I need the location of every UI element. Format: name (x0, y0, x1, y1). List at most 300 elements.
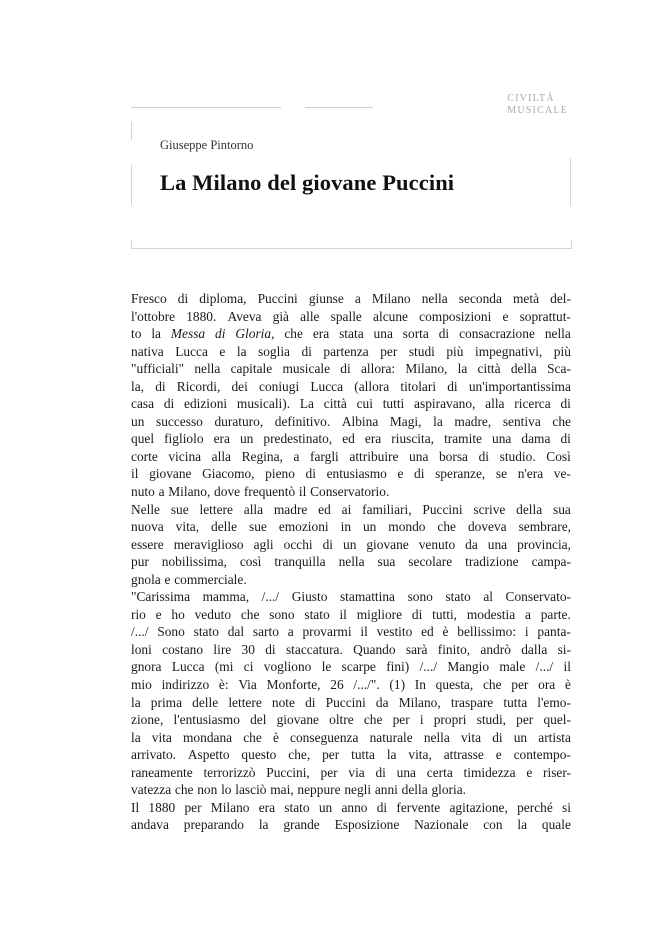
body-word: propri (433, 712, 467, 728)
body-word: Regina, (241, 448, 283, 464)
body-line (131, 378, 571, 396)
body-word: Così (546, 448, 571, 464)
body-word: Giusto (291, 589, 328, 605)
body-word: fini) (386, 659, 410, 675)
body-word: nella (338, 554, 365, 570)
body-word: la (517, 817, 528, 833)
body-word: era (213, 431, 230, 447)
body-word: la (457, 361, 468, 377)
body-word: fervente (396, 799, 441, 815)
body-word: Conservatorio. (310, 484, 390, 500)
body-word: e (495, 747, 502, 763)
body-word: to (131, 326, 142, 342)
body-word: si- (557, 641, 571, 657)
body-word: lettere (228, 694, 262, 710)
body-word: definitivo. (274, 413, 331, 429)
body-word: /.../ (535, 659, 554, 675)
body-word: città (477, 361, 501, 377)
body-word: Mangio (447, 659, 490, 675)
body-word: anno (341, 799, 368, 815)
body-word: a (524, 606, 531, 622)
body-word: una (396, 764, 416, 780)
body-word: costano (162, 641, 204, 657)
body-word: che, (288, 747, 311, 763)
body-word: quel- (543, 712, 571, 728)
body-word: se (495, 466, 508, 482)
body-word: di (478, 448, 490, 464)
body-word: meraviglioso (173, 536, 244, 552)
body-word: nobilissima, (161, 554, 227, 570)
body-word: più (446, 343, 464, 359)
body-line (131, 816, 571, 834)
body-word: che (240, 606, 260, 622)
body-line (131, 465, 571, 483)
body-word: panta- (537, 624, 571, 640)
body-word: una (409, 448, 429, 464)
body-word: Lucca (310, 378, 344, 394)
body-line (131, 729, 571, 747)
body-word: studi (408, 343, 435, 359)
body-line (131, 343, 571, 361)
body-word: figliolo (164, 431, 204, 447)
body-word: tutti, (432, 606, 458, 622)
body-word: tutta (503, 694, 528, 710)
body-word: Milano (371, 291, 411, 306)
body-word: prima (150, 694, 183, 710)
body-word: il (339, 606, 347, 622)
body-word: andava (131, 817, 169, 833)
body-word: rio (131, 606, 146, 622)
body-word: di (438, 326, 450, 342)
body-word: un (318, 799, 333, 815)
body-word: contempo- (513, 747, 571, 763)
body-word: traspare (450, 694, 494, 710)
body-word: /.../ (131, 624, 149, 640)
body-line (131, 746, 571, 764)
body-word: a (293, 448, 300, 464)
body-word: modestia (466, 606, 516, 622)
body-word: edizioni (184, 396, 228, 412)
body-word: (allora (354, 378, 390, 394)
header-rule-left-lower (131, 165, 132, 205)
body-word: riser- (543, 764, 571, 780)
body-word: Ricordi, (176, 378, 221, 394)
body-word: un'importantissima (468, 378, 571, 394)
body-word: studi, (476, 712, 507, 728)
body-word: lettere (199, 501, 233, 517)
body-word: arrivato. (131, 747, 176, 763)
body-word: Nelle (131, 501, 160, 517)
body-word: quale (541, 817, 571, 833)
body-word: Sono (157, 624, 185, 640)
body-word: metà (513, 291, 540, 306)
body-word: Sca- (547, 361, 571, 377)
body-line (131, 606, 571, 624)
body-word: entusiasmo (326, 466, 387, 482)
body-line (131, 325, 571, 343)
body-word: Puccini (422, 501, 463, 517)
body-word: oltre (329, 712, 354, 728)
body-word: la (236, 343, 247, 359)
body-word: con (483, 817, 503, 833)
body-word: da (375, 694, 389, 710)
body-word: di (322, 536, 334, 552)
body-word: provarmi (302, 624, 352, 640)
body-word: di (215, 326, 226, 342)
journal-name-line-2: MUSICALE (507, 105, 568, 116)
body-line (131, 781, 571, 799)
body-word: nella (423, 729, 450, 745)
body-word: /.../ (261, 589, 280, 605)
body-word: predestinato, (263, 431, 333, 447)
body-word: la (151, 326, 161, 342)
body-word: al (483, 589, 493, 605)
body-word: negli (344, 782, 372, 798)
body-word: naturale (369, 729, 413, 745)
body-word: tradizione (465, 554, 519, 570)
body-word: alla (211, 448, 231, 464)
body-word: mondana (183, 729, 233, 745)
body-word: i (419, 712, 424, 728)
body-word: preparando (183, 817, 244, 833)
body-word: che (552, 413, 571, 429)
body-line (131, 658, 571, 676)
body-word: la (433, 413, 443, 429)
body-word: è: (218, 677, 229, 693)
body-word: non (197, 782, 218, 798)
body-word: alcune (373, 308, 408, 324)
article-body (131, 290, 571, 834)
body-word: loni (131, 641, 152, 657)
body-word: anni (374, 782, 398, 798)
body-line (131, 694, 571, 712)
body-word: sono (269, 606, 295, 622)
body-word: sentiva (502, 413, 541, 429)
body-word: stato (284, 799, 310, 815)
body-word: parte. (540, 606, 571, 622)
body-word: i (524, 624, 529, 640)
body-word: agli (253, 536, 274, 552)
body-word: da (465, 536, 478, 552)
body-word: l'ottobre (131, 308, 176, 324)
body-word: stata (339, 326, 364, 342)
body-word: attribuire (349, 448, 399, 464)
body-word: lire (213, 641, 232, 657)
body-word: occhi (283, 536, 313, 552)
body-line (131, 501, 571, 519)
body-word: un (343, 536, 357, 552)
body-word: una (487, 536, 508, 552)
body-word: di (375, 764, 386, 780)
body-word: doveva (467, 519, 507, 535)
body-word: che (284, 326, 303, 342)
body-word: Fresco (131, 291, 167, 306)
body-word: dalla (521, 641, 548, 657)
body-word: seconda (458, 291, 502, 306)
body-word: ed (421, 624, 434, 640)
body-word: questo (241, 747, 277, 763)
body-word: certa (426, 764, 453, 780)
body-word: e (155, 606, 162, 622)
body-word: nuto (131, 484, 155, 500)
body-word: delle (211, 519, 238, 535)
body-word: ora (538, 677, 556, 693)
body-word: mondo (388, 519, 426, 535)
body-word: mio (131, 677, 152, 693)
body-word: di (340, 361, 351, 377)
body-word: il (563, 659, 571, 675)
body-word: della (401, 782, 428, 798)
body-word: del- (550, 291, 571, 306)
body-word: del (250, 712, 267, 728)
body-word: venuto (418, 536, 456, 552)
body-word: musicale (282, 361, 331, 377)
body-word: 1880 (148, 799, 176, 815)
body-word: il (131, 466, 139, 482)
body-word: che (437, 519, 457, 535)
body-word: familiari, (362, 501, 412, 517)
body-word: scarpe (341, 659, 376, 675)
body-word: sarto (252, 624, 279, 640)
body-word: vita (460, 729, 482, 745)
body-word: Puccini (257, 291, 298, 306)
body-word: frequentò (243, 484, 296, 500)
body-word: si (562, 799, 571, 815)
body-word: di (163, 396, 175, 412)
body-word: gnola (131, 571, 161, 587)
body-word: la (131, 729, 141, 745)
body-word: l'emo- (537, 694, 571, 710)
body-word: giovane (276, 712, 319, 728)
body-word: 26 (330, 677, 344, 693)
body-word: duraturo, (214, 413, 264, 429)
body-word: vita, (408, 747, 432, 763)
body-word: è (442, 624, 449, 640)
body-word: di (447, 378, 458, 394)
body-word: quel (131, 431, 155, 447)
header-rule-left-upper (131, 122, 132, 140)
body-line (131, 764, 571, 782)
body-word: cui (356, 396, 373, 412)
body-word: di (305, 694, 316, 710)
body-word: note (271, 694, 295, 710)
body-word: dove (214, 484, 241, 500)
body-word: zione, (131, 712, 164, 728)
body-word: mamma, (202, 589, 250, 605)
body-word: pur (131, 554, 149, 570)
body-word: era (312, 326, 330, 342)
body-word: riuscita, (391, 431, 435, 447)
body-word: musicali). (236, 396, 291, 412)
body-word: Milano, (398, 694, 441, 710)
body-word: la (258, 817, 269, 833)
body-word: pieno (265, 466, 295, 482)
body-word: Puccini (325, 694, 366, 710)
body-word: In (414, 677, 426, 693)
body-word: successo (156, 413, 203, 429)
body-line (131, 413, 571, 431)
body-word: Messa (170, 326, 206, 342)
body-word: gnora (131, 659, 162, 675)
body-word: di (414, 466, 425, 482)
body-word: Milano (210, 799, 250, 815)
body-word: nella (194, 361, 221, 377)
body-word: ci (243, 659, 254, 675)
body-word: ho (171, 606, 185, 622)
body-word: a (287, 624, 294, 640)
body-line (131, 711, 571, 729)
body-word: secolare (408, 554, 453, 570)
body-line (131, 588, 571, 606)
body-word: una (373, 326, 393, 342)
body-word: "Carissima (131, 589, 191, 605)
body-word: n'era (517, 466, 544, 482)
body-word: La (299, 396, 314, 412)
body-word: spalle (330, 308, 362, 324)
body-word: via (348, 764, 365, 780)
body-word: scrive (473, 501, 506, 517)
body-word: per (322, 747, 340, 763)
body-word: già (272, 308, 289, 324)
body-word: casa (131, 396, 155, 412)
body-word: un (239, 431, 254, 447)
body-word: attrasse (443, 747, 484, 763)
body-word: la, (131, 378, 145, 394)
body-word: bellissimo: (457, 624, 517, 640)
body-word: un (513, 729, 528, 745)
body-word: Via (238, 677, 257, 693)
body-word: a (354, 291, 361, 306)
body-word: raneamente (131, 764, 193, 780)
body-line (131, 676, 571, 694)
body-word: era (364, 431, 382, 447)
body-word: Aspetto (187, 747, 230, 763)
body-word: di (560, 396, 571, 412)
body-word: corte (131, 448, 158, 464)
body-word: ai (341, 501, 352, 517)
article-author: Giuseppe Pintorno (160, 138, 254, 152)
body-word: agitazione, (449, 799, 508, 815)
body-word: vogliono (263, 659, 312, 675)
body-word: veduto (194, 606, 232, 622)
body-word: (mi (214, 659, 234, 675)
body-word: giunse (308, 291, 344, 306)
body-word: emozioni (278, 519, 329, 535)
body-word: conseguenza (290, 729, 359, 745)
body-word: nativa (131, 343, 164, 359)
body-word: un (131, 413, 145, 429)
body-word: staccatura. (285, 641, 343, 657)
body-word: di (376, 799, 388, 815)
body-word: Quando (353, 641, 396, 657)
body-word: di (411, 606, 423, 622)
body-word: Esposizione (334, 817, 400, 833)
article-title: La Milano del giovane Puccini (160, 170, 455, 195)
body-word: stato (193, 624, 219, 640)
body-word: migliore (356, 606, 403, 622)
body-word: alla (243, 501, 264, 517)
body-word: borsa (438, 448, 468, 464)
body-word: di (265, 641, 276, 657)
body-word: madre (273, 501, 308, 517)
body-word: e (219, 343, 226, 359)
body-word: di (177, 291, 189, 306)
body-word: Milano, (405, 361, 448, 377)
body-word: vestito (376, 624, 413, 640)
body-word: sorta (402, 326, 429, 342)
body-word: nella (421, 291, 448, 306)
body-word: commerciale. (174, 571, 247, 587)
body-word: aspiravano, (414, 396, 476, 412)
body-word: soglia (258, 343, 290, 359)
body-word: tramite (444, 431, 482, 447)
body-word: di (155, 378, 166, 394)
body-word: ve- (553, 466, 571, 482)
body-word: era (258, 799, 276, 815)
body-word: consacrazione (459, 326, 535, 342)
body-word: le (321, 659, 332, 675)
body-word: Il (131, 799, 140, 815)
body-word: in (340, 519, 352, 535)
body-word: composizioni (419, 308, 492, 324)
body-word: fargli (310, 448, 339, 464)
body-word: grande (283, 817, 320, 833)
body-word: e (502, 308, 509, 324)
body-line (131, 395, 571, 413)
body-word: lasciò (235, 782, 267, 798)
body-word: Magi, (389, 413, 422, 429)
body-word: ed (318, 501, 331, 517)
body-word: ed (342, 431, 355, 447)
body-word: impegnativi, (474, 343, 543, 359)
body-word: /.../". (353, 677, 380, 693)
body-word: città (323, 396, 347, 412)
body-line (131, 536, 571, 554)
header-rule-right (570, 158, 571, 206)
body-word: questa, (435, 677, 474, 693)
body-word: neppure (297, 782, 341, 798)
body-word: un (362, 519, 377, 535)
body-word: Lucca (171, 659, 205, 675)
body-word: per (516, 712, 534, 728)
body-line (131, 553, 571, 571)
body-word: e (164, 571, 171, 587)
body-line (131, 290, 571, 308)
body-line (131, 483, 571, 501)
body-word: alla (485, 396, 505, 412)
body-word: artista (538, 729, 571, 745)
body-word: soprattut- (519, 308, 571, 324)
body-word: Gloria, (235, 326, 275, 342)
body-word: essere (131, 536, 164, 552)
body-word: giovane (149, 466, 192, 482)
body-word: per (184, 799, 202, 815)
body-word: capitale (230, 361, 273, 377)
body-word: il (298, 484, 307, 500)
body-word: l'entusiasmo (173, 712, 240, 728)
header-rule-top-left (131, 107, 281, 108)
body-word: per (511, 677, 529, 693)
body-word: di (560, 431, 571, 447)
body-word: e (526, 764, 533, 780)
body-word: per (320, 764, 338, 780)
body-word: della (510, 361, 537, 377)
body-word: titolari (400, 378, 437, 394)
body-word: Nazionale (414, 817, 469, 833)
body-word: che (482, 677, 502, 693)
body-word: /.../ (419, 659, 438, 675)
body-line (131, 518, 571, 536)
